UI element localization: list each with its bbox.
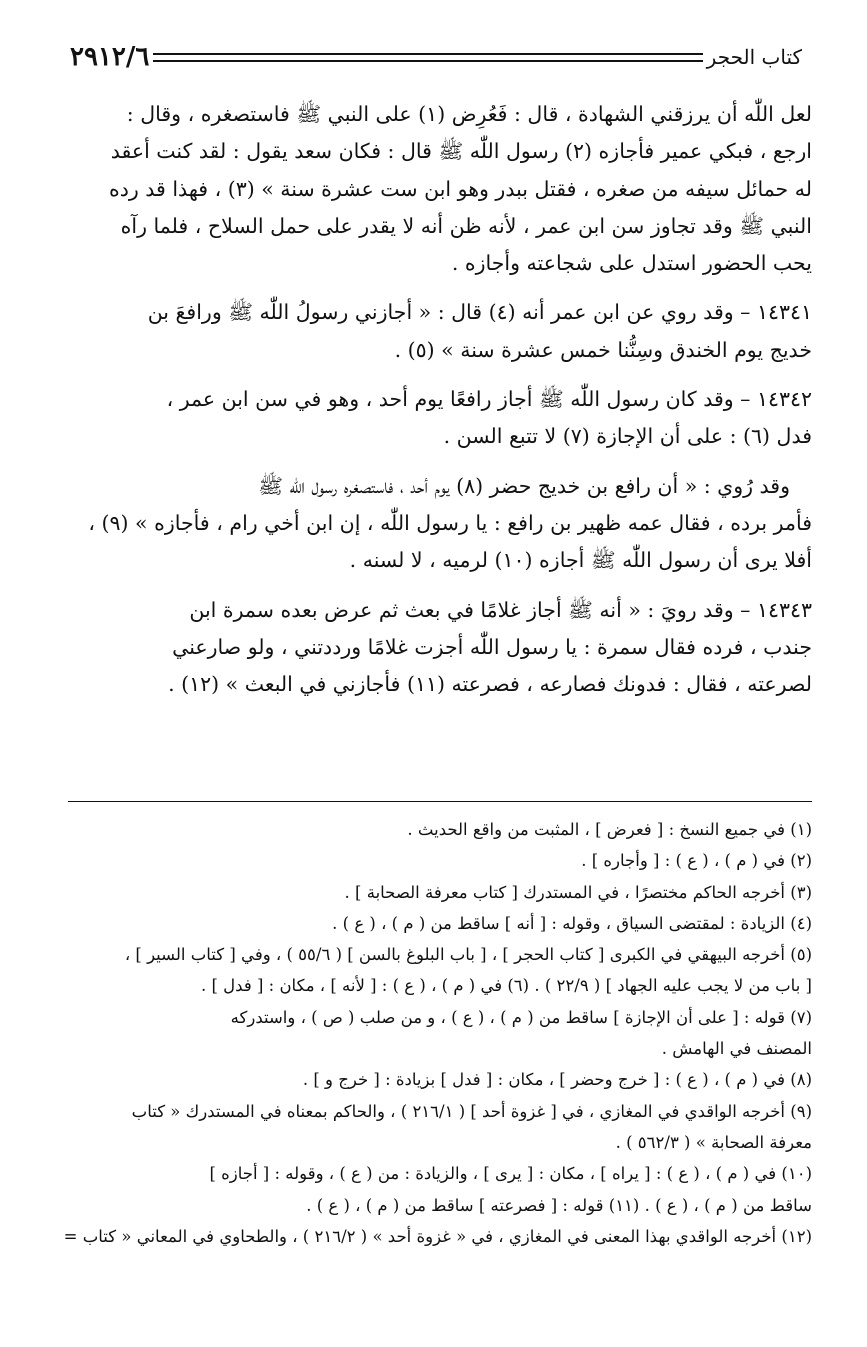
text-line: النبي ﷺ وقد تجاوز سن ابن عمر ، لأنه ظن أنه لا يقدر على حمل السلاح ، فلما رآه	[120, 213, 812, 238]
text-line: خديج يوم الخندق وسِنُّنا خمس عشرة سنة » (٥) .	[394, 337, 812, 362]
footnote-line: (٩) أخرجه الواقدي في المغازي ، في [ غزوة أحد ] ( ٢١٦/١ ) ، والحاكم بمعناه في المستدرك « كتاب	[131, 1101, 812, 1121]
text-line: يحب الحضور استدل على شجاعته وأجازه .	[451, 251, 812, 276]
text-line: ارجع ، فبكي عمير فأجازه (٢) رسول اللّٰه ﷺ قال : فكان سعد يقول : لقد كنت أعقد	[110, 139, 812, 164]
paragraph-14341	[60, 294, 812, 369]
text-line: ١٤٣٤١ – وقد روي عن ابن عمر أنه (٤) قال : « أجازني رسولُ اللّٰه ﷺ ورافعَ بن	[147, 300, 812, 325]
footnote-line: (١) في جميع النسخ : [ فعرض ] ، المثبت من واقع الحديث .	[407, 820, 812, 839]
text-line: فدل (٦) : على أن الإجازة (٧) لا تتبع السن .	[443, 424, 812, 449]
running-title: كتاب الحجر	[706, 45, 802, 69]
footnote-separator	[68, 801, 812, 802]
text-line: فأمر برده ، فقال عمه ظهير بن رافع : يا رسول اللّٰه ، إن ابن أخي رام ، فأجازه » (٩) ،	[88, 510, 812, 535]
footnote-line: (٧) قوله : [ على أن الإجازة ] ساقط من ( م ) ، ( ع ) ، و من صلب ( ص ) ، واستدركه	[230, 1007, 812, 1027]
footnotes	[60, 814, 812, 1252]
footnote-line: ساقط من ( م ) ، ( ع ) . (١١) قوله : [ فصرعته ] ساقط من ( م ) ، ( ع ) .	[306, 1195, 812, 1215]
footnote-line: (٤) الزيادة : لمقتضى السياق ، وقوله : [ أنه ] ساقط من ( م ) ، ( ع ) .	[332, 913, 812, 933]
paragraph	[60, 468, 812, 580]
paragraph	[60, 96, 812, 282]
header-rule	[153, 53, 702, 62]
paragraph-14343	[60, 592, 812, 704]
footnote-line: (١٠) في ( م ) ، ( ع ) : [ يراه ] ، مكان : [ يرى ] ، والزيادة : من ( ع ) ، وقوله : [ أجازه ]	[209, 1164, 812, 1184]
text-line: لعل اللّٰه أن يرزقني الشهادة ، قال : فَعُرِض (١) على النبي ﷺ فاستصغره ، وقال :	[126, 102, 812, 126]
text-line: جندب ، فرده فقال سمرة : يا رسول اللّٰه أجزت غلامًا ورددتني ، ولو صارعني	[172, 634, 812, 659]
text-line: لصرعته ، فقال : فدونك فصارعه ، فصرعته (١١) فأجازني في البعث » (١٢) .	[168, 672, 812, 697]
text-line: وقد رُوي : « أن رافع بن خديج حضر (٨) يوم أحد ، فاستصغره رسول اللّٰه ﷺ	[258, 473, 790, 498]
text-line: له حمائل سيفه من صغره ، فقتل ببدر وهو ابن ست عشرة سنة » (٣) ، فهذا قد رده	[109, 176, 812, 201]
footnote-line: (٨) في ( م ) ، ( ع ) : [ خرج وحضر ] ، مكان : [ فدل ] بزيادة : [ خرج و ] .	[302, 1070, 812, 1090]
footnote-line: معرفة الصحابة » ( ٥٦٢/٣ ) .	[615, 1132, 812, 1152]
footnote-line: (٥) أخرجه البيهقي في الكبرى [ كتاب الحجر ] ، [ باب البلوغ بالسن ] ( ٥٥/٦ ) ، وفي [ كتاب السير ] ،	[124, 945, 812, 965]
footnote-line: (٢) في ( م ) ، ( ع ) : [ وأجاره ] .	[581, 851, 812, 871]
text-line: أفلا يرى أن رسول اللّٰه ﷺ أجازه (١٠) لرميه ، لا لسنه .	[349, 548, 812, 573]
book-page	[60, 38, 812, 1288]
text-line: ١٤٣٤٣ – وقد رويَ : « أنه ﷺ أجاز غلامًا في بعث ثم عرض بعده سمرة ابن	[189, 597, 812, 622]
main-text	[60, 96, 812, 715]
page-header	[60, 38, 812, 76]
footnote-line: (١٢) أخرجه الواقدي بهذا المعنى في المغازي ، في « غزوة أحد » ( ٢١٦/٢ ) ، والطحاوي في المعاني « كتاب =	[63, 1226, 812, 1246]
footnote-line: (٣) أخرجه الحاكم مختصرًا ، في المستدرك [ كتاب معرفة الصحابة ] .	[344, 882, 812, 902]
page-number: ٢٩١٢/٦	[70, 42, 150, 72]
paragraph-14342	[60, 381, 812, 456]
footnote-line: [ باب من لا يجب عليه الجهاد ] ( ٢٢/٩ ) . (٦) في ( م ) ، ( ع ) : [ لأنه ] ، مكان : [ فدل ] .	[201, 976, 812, 996]
text-line: ١٤٣٤٢ – وقد كان رسول اللّٰه ﷺ أجاز رافعًا يوم أحد ، وهو في سن ابن عمر ،	[166, 387, 812, 412]
footnote-line: المصنف في الهامش .	[661, 1039, 812, 1059]
